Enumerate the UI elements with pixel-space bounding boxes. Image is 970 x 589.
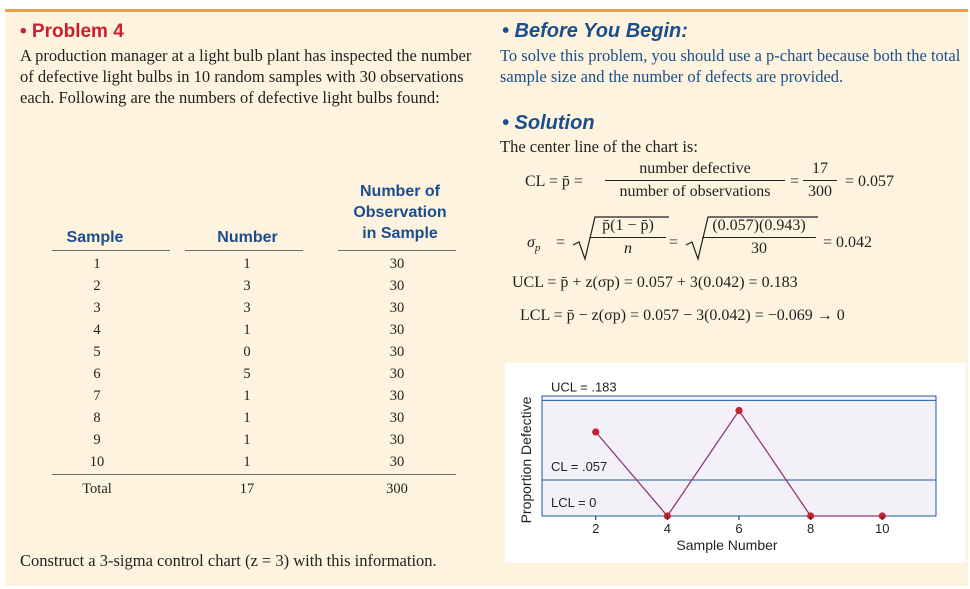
table-cell-observations: 30 <box>389 300 405 316</box>
col-header-sample: Sample <box>66 229 124 246</box>
total-label: Total <box>82 481 112 497</box>
total-number: 17 <box>239 481 255 497</box>
table-cell-sample: 8 <box>93 410 101 426</box>
table-cell-number: 3 <box>243 278 251 294</box>
lcl-label: LCL = 0 <box>551 495 597 510</box>
table-cell-sample: 10 <box>89 454 105 470</box>
problem-text: A production manager at a light bulb plant has inspected the number of defective light bulbs in 10 random samples with 30 observations each. Following are the numbers of defective light bulbs found: <box>20 46 472 107</box>
table-cell-observations: 30 <box>389 388 405 404</box>
cl-fraction <box>605 160 785 201</box>
table-cell-number: 0 <box>243 344 251 360</box>
table-cell-sample: 9 <box>93 432 101 448</box>
table-cell-sample: 2 <box>93 278 101 294</box>
table-cell-number: 1 <box>243 388 251 404</box>
table-cell-observations: 30 <box>389 366 405 382</box>
y-axis-label: Proportion Defective <box>518 396 534 524</box>
total-observations: 300 <box>386 481 408 497</box>
data-point <box>735 407 742 414</box>
table-cell-observations: 30 <box>389 344 405 360</box>
cl-equals: = <box>790 173 800 190</box>
table-cell-observations: 30 <box>389 278 405 294</box>
sigma-equals: = <box>556 234 566 251</box>
col-header-observations: Number of Observation in Sample <box>353 183 447 242</box>
x-tick-label: 10 <box>875 521 890 536</box>
table-cell-number: 5 <box>243 366 251 382</box>
table-cell-observations: 30 <box>389 454 405 470</box>
header-rule <box>52 250 170 251</box>
cl-fraction-numeric: 17 300 <box>803 160 837 201</box>
table-cell-sample: 6 <box>93 366 101 382</box>
data-point <box>592 428 599 435</box>
table-cell-number: 1 <box>243 256 251 272</box>
table-cell-number: 1 <box>243 410 251 426</box>
problem-heading: • Problem 4 <box>20 21 124 42</box>
table-cell-sample: 7 <box>93 388 101 404</box>
before-text: To solve this problem, you should use a p-chart because both the total sample size and the number of defects are provided. <box>500 46 961 86</box>
table-cell-observations: 30 <box>389 256 405 272</box>
header-rule <box>185 250 303 251</box>
sigma-equals-2: = <box>669 234 679 251</box>
table-cell-number: 1 <box>243 432 251 448</box>
table-cell-observations: 30 <box>389 410 405 426</box>
cl-denominator: number of observations <box>619 183 771 200</box>
table-cell-sample: 1 <box>93 256 101 272</box>
col-header-number: Number <box>217 229 278 246</box>
cl-lhs: CL = p̄ = <box>525 173 583 190</box>
x-tick-label: 4 <box>663 521 671 536</box>
sigma-fraction: p̄(1 − p̄) n <box>590 217 666 258</box>
total-rule <box>52 474 456 475</box>
table-cell-number: 3 <box>243 300 251 316</box>
table-cell-observations: 30 <box>389 322 405 338</box>
table-cell-observations: 30 <box>389 432 405 448</box>
cl-numerator: number defective <box>639 160 751 177</box>
ucl-label: UCL = .183 <box>551 379 617 395</box>
solution-intro: The center line of the chart is: <box>500 137 698 156</box>
solution-heading: • Solution <box>502 112 595 134</box>
sigma-result: = 0.042 <box>823 234 873 251</box>
table-cell-sample: 4 <box>93 322 101 338</box>
cl-result: = 0.057 <box>845 173 895 190</box>
table-cell-sample: 3 <box>93 300 101 316</box>
cl-label: CL = .057 <box>551 459 608 474</box>
x-axis-label: Sample Number <box>676 537 778 553</box>
table-cell-sample: 5 <box>93 344 101 360</box>
table-cell-number: 1 <box>243 322 251 338</box>
table-cell-number: 1 <box>243 454 251 470</box>
before-heading: • Before You Begin: <box>502 20 688 42</box>
lcl-formula: LCL = p̄ − z(σp) = 0.057 − 3(0.042) = −0.069 → 0 <box>520 307 845 324</box>
p-chart <box>505 363 965 563</box>
problem-footer: Construct a 3-sigma control chart (z = 3) with this information. <box>20 551 437 570</box>
sigma-lhs: $\sigma_p$ <box>527 234 541 255</box>
x-tick-label: 8 <box>807 521 815 536</box>
header-rule <box>338 250 456 251</box>
x-tick-label: 6 <box>735 521 743 536</box>
sigma-fraction-numeric: (0.057)(0.943) 30 <box>702 217 816 258</box>
ucl-formula: UCL = p̄ + z(σp) = 0.057 + 3(0.042) = 0.183 <box>512 274 798 291</box>
x-tick-label: 2 <box>592 521 600 536</box>
